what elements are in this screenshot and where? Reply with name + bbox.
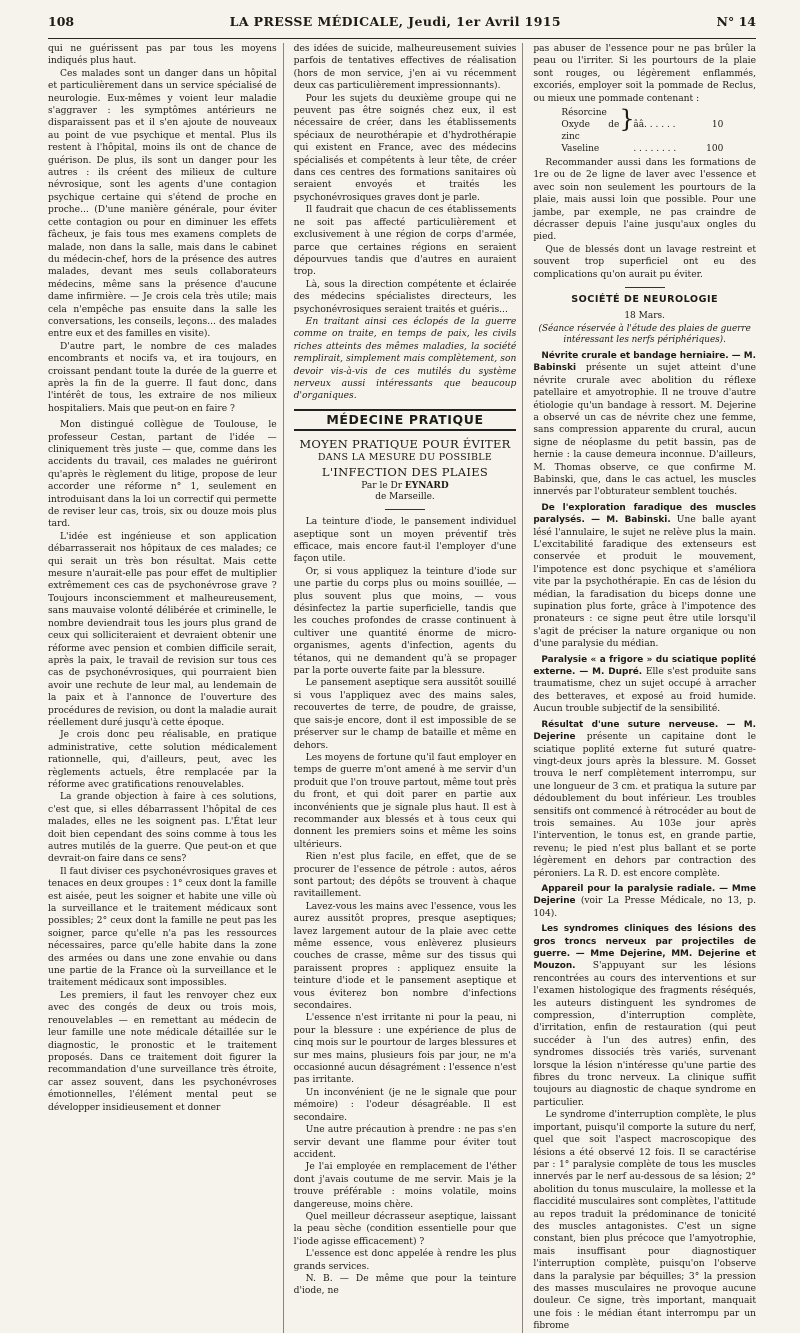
entry-text: Le syndrome d'interruption complète, le plus important, puisqu'il comporte la suture du nerf, quel que soit l'aspect macroscopique des lésions a été observé 12 fois. Il se caractérise par : 1° paralysie complète de tous les muscles innervés par le nerf au-dessous de sa lésion; 2° abolition du tonus musculaire, la mollesse et la flaccidité musculaires sont complètes, l'attitude au repos traduit la prédominance de tonicité des muscles antagonistes. C'est un signe constant, bien plus précoce que l'amyotrophie, mais insuffisant pour diagnostiquer l'interruption complète, puisqu'on l'observe dans la paralysie par béquilles; 3° la pression des masses musculaires ne provoque aucune douleur. Ce signe, très important, manquait une fois : le médian étant interrompu par un fibrome [533, 1110, 756, 1332]
column-3 [522, 43, 756, 1333]
paragraph: Là, sous la direction compétente et éclairée des médecins spécialistes directeurs, les psychonévrosiques seraient traités et guéris... [293, 279, 517, 315]
column-2 [283, 43, 517, 1333]
page-number: 108 [48, 14, 75, 29]
society-entry [533, 350, 756, 499]
society-entry [533, 1109, 756, 1332]
byline [294, 481, 517, 503]
paragraph: pas abuser de l'essence pour ne pas brûler la peau ou l'irriter. Si les pourtours de la plaie sont rouges, ou légèrement enflammés, excoriés, employer soit la pommade de Reclus, ou mieux une pommade contenant : [533, 44, 756, 104]
formula-value: 100 [706, 144, 724, 155]
paragraph: Les premiers, il faut les renvoyer chez eux avec des congés de deux ou trois mois, renouvelables — en remettant au médecin de leur famille une note médicale détaillée sur le diagnostic, le pronostic et le traitement proposés. Dans ce traitement doit figurer la recommandation d'une surveillance très étroite, car assez souvent, dans les psychonévroses émotionnelles, l'élément mental peut se développer insidieusement et donner [48, 990, 277, 1113]
paragraph: Or, si vous appliquez la teinture d'iode sur une partie du corps plus ou moins souillée, — plus souvent plus que moins, — vous désinfectez la partie superficielle, tandis que les couches profondes de crasse continuent à cultiver une quantité énorme de micro-organismes, agents d'infection, agents du tétanos, qui ne demandent qu'à se propager par la porte ouverte faite par la blessure. [293, 566, 517, 677]
entry-heading: Les syndromes cliniques des lésions des gros troncs nerveux par projectiles de guerre. — Mme Dejerine, MM. Dejerine et Mouzon. [533, 924, 756, 972]
formula [561, 107, 756, 155]
entry-text: Une balle ayant lésé l'annulaire, le sujet ne relève plus la main. L'excitabilité faradique des extenseurs est conservée et produit le mouvement, l'impotence est donc psychique et s'améliora vite par la psychothérapie. En cas de lésion du médian, la faradisation du biceps donne une supination plus forte, grâce à l'impotence des pronateurs : ce signe peut être utile lorsqu'il s'agit de préciser la nature organique ou non d'une paralysie du médian. [533, 515, 756, 650]
brace-glyph: } [619, 105, 635, 134]
paragraph: Mon distingué collègue de Toulouse, le professeur Cestan, partant de l'idée — cliniquement très juste — que, comme dans les accidents du travail, ces malades ne guériront qu'après le règlement du litige, propose de leur accorder une réforme n° 1, seulement en introduisant dans la loi un correctif qui permette de reviser leur cas, trois, six ou douze mois plus tard. [48, 420, 277, 530]
society-entry [533, 923, 756, 1109]
paragraph: D'autre part, le nombre de ces malades encombrants et nocifs va, et ira toujours, en croissant pendant toute la durée de la guerre et après la fin de la guerre. Il faut donc, dans l'intérêt de tous, les extraire de nos milieux hospitaliers. Mais que peut-on en faire ? [48, 341, 277, 414]
entry-heading: Névrite crurale et bandage herniaire. — M. Babinski [533, 350, 756, 374]
journal-title: LA PRESSE MÉDICALE, Jeudi, 1er Avril 1915 [229, 14, 561, 29]
paragraph: Je crois donc peu réalisable, en pratique administrative, cette solution médicalement rationnelle, qui, d'ailleurs, peut, avec les règlements actuels, être remplacée par la réforme avec gratifications renouvelables. [48, 730, 277, 790]
divider [385, 509, 425, 510]
society-entry [533, 883, 756, 920]
article-title-line: MOYEN PRATIQUE POUR ÉVITER [299, 437, 511, 452]
formula-item: Oxyde de zinc [561, 120, 620, 143]
article-title-line: DANS LA MESURE DU POSSIBLE [317, 452, 493, 464]
entry-text: Elle s'est produite sans traumatisme, chez un sujet occupé à arracher des betteraves, et exposé au froid humide. Aucun trouble subjectif de la sensibilité. [533, 667, 757, 715]
entry-text: présente un capitaine dont le sciatique poplité externe fut suturé quatre-vingt-deux jours après la blessure. M. Gosset trouva le nerf complètement interrompu, sur une longueur de 3 cm. et pratiqua la suture par dédoublement du bout inférieur. Les troubles sensitifs ont commencé à rétrocéder au bout de trois semaines. Au 103e jour après l'intervention, le tonus est, en grande partie, revenu; le pied n'est plus ballant et se porte légèrement en dehors par contraction des péroniers. La R. D. est encore complète. [533, 732, 756, 879]
paragraph: Il faut diviser ces psychonévrosiques graves et tenaces en deux groupes : 1° ceux dont la famille est aisée, peut les soigner et habite une ville où la surveillance et le traitement médicaux sont possibles; 2° ceux dont la famille ne peut pas les soigner, parce qu'elle n'a pas les ressources nécessaires, parce qu'elle habite dans la zone des armées ou dans une zone envahie ou dans une partie de la France où la surveillance et le traitement médicaux sont impossibles. [48, 866, 277, 989]
byline-author: EYNARD [404, 481, 449, 492]
paragraph: Que de blessés dont un lavage restreint et souvent trop superficiel ont eu des complications qu'on aurait pu éviter. [533, 244, 756, 280]
formula-dots: . . . . . . . . [633, 144, 677, 155]
entry-heading: Paralysie « a frigore » du sciatique poplité externe. — M. Dupré. [533, 654, 756, 678]
entry-text: présente un sujet atteint d'une névrite crurale avec abolition du réflexe patellaire et amyotrophie. Il ne trouve d'autre étiologie qu'un bandage à ressort. M. Dejerine a observé un cas de névrite chez une femme, sans compression apparente du crural, aucun signe de néoplasme du petit bassin, pas de hernie : la cause demeura inconnue. D'ailleurs, M. Thomas observe, ce que confirme M. Babinski, que, dans le cas actuel, les muscles innervés par l'obturateur semblent touchés. [533, 363, 756, 498]
article-title [294, 437, 517, 479]
society-date: 18 Mars. [624, 310, 665, 321]
section-heading: MÉDECINE PRATIQUE [294, 409, 517, 431]
paragraph: La teinture d'iode, le pansement individuel aseptique sont un moyen préventif très efficace, mais encore faut-il l'employer d'une façon utile. [293, 517, 517, 565]
paragraph: N. B. — De même que pour la teinture d'iode, ne [293, 1273, 517, 1297]
paragraph: Pour les sujets du deuxième groupe qui ne peuvent pas être soignés chez eux, il est nécessaire de créer, dans les établissements spéciaux de neurothérapie et d'hydrothérapie qui existent en France, avec des médecins spécialisés et compétents à leur tête, de créer dans ces centres des formations sanitaires où seraient envoyés et traités les psychonévrosiques graves dont je parle. [293, 93, 517, 203]
article-title-line: L'INFECTION DES PLAIES [321, 465, 489, 480]
formula-item: Résorcine [561, 108, 607, 119]
paragraph: Recommander aussi dans les formations de 1re ou de 2e ligne de laver avec l'essence et avec soin non seulement les pourtours de la plaie, mais aussi loin que possible. Pour une jambe, par exemple, ne pas craindre de décrasser depuis l'aine jusqu'aux ongles du pied. [533, 158, 756, 243]
paragraph: Ces malades sont un danger dans un hôpital et particulièrement dans un service spécialisé de neurologie. Eux-mêmes y voient leur maladie s'aggraver : les symptômes antérieurs ne disparaissent pas et il s'en ajoute de nouveaux au point de vue psychique et mental. Plus ils restent à l'hôpital, moins ils ont de chance de guérison. De plus, ils sont un danger pour les autres : ils créent des milieux de culture névrosique, sont les agents d'une contagion psychique certaine qui s'étend de proche en proche... (D'une manière générale, pour éviter cette contagion ou pour en diminuer les effets fâcheux, je fais tous mes examens complets de malade, non dans la salle, mais dans le cabinet du médecin-chef, hors de la présence des autres malades, devant mes seuls collaborateurs médecins, même sans la présence d'aucune dame infirmière. — Je crois cela très utile; mais cela n'empêche pas ensuite dans la salle les conversations, les conseils, leçons... des malades entre eux et des familles en visite). [48, 68, 277, 340]
paragraph: L'essence n'est irritante ni pour la peau, ni pour la blessure : une expérience de plus de cinq mois sur le pourtour de larges blessures et sur mes mains, plusieurs fois par jour, ne m'a occasionné aucun désagrément : l'essence n'est pas irritante. [293, 1013, 517, 1086]
divider [625, 287, 665, 288]
paragraph: La grande objection à faire à ces solutions, c'est que, si elles débarrassent l'hôpital de ces malades, elles ne les soignent pas. L'État leur doit bien cependant des soins comme à tous les autres mutilés de la guerre. Que peut-on et que devrait-on faire dans ce sens? [48, 792, 277, 865]
entry-text: S'appuyant sur les lésions rencontrées au cours des interventions et sur l'examen histologique des fragments réséqués, les auteurs distinguent les syndromes de compression, d'interruption complète, d'irritation, enfin de restauration (qui peut succéder à l'un des autres) enfin, des syndromes dissociés très variés, survenant lorsque la lésion n'intéresse qu'une partie des fibres du tronc nerveux. La clinique suffit toujours au diagnostic de chaque syndrome en particulier. [533, 961, 756, 1108]
paragraph: L'essence est donc appelée à rendre les plus grands services. [293, 1249, 517, 1272]
paragraph: Une autre précaution à prendre : ne pas s'en servir devant une flamme pour éviter tout accident. [293, 1125, 517, 1160]
paragraph: Le pansement aseptique sera aussitôt souillé si vous l'appliquez avec des mains sales, recouvertes de terre, de poudre, de graisse, que sais-je encore, dont il est impossible de se préserver sur le champ de bataille et même en dehors. [293, 678, 517, 751]
page-header [48, 14, 756, 36]
entry-text: (voir La Presse Médicale, no 13, p. 104). [533, 896, 756, 919]
paragraph: Je l'ai employée en remplacement de l'éther dont j'avais coutume de me servir. Mais je la trouve préférable : moins volatile, moins dangereuse, moins chère. [293, 1162, 517, 1210]
issue-number: N° 14 [716, 14, 756, 29]
paragraph: L'idée est ingénieuse et son application débarrasserait nos hôpitaux de ces malades; ce qui serait un très bon résultat. Mais cette mesure n'aurait-elle pas pour effet de multiplier extrêmement ces cas de psychonévrose grave ? Toujours inconsciemment et malheureusement, sans mauvaise volonté délibérée et criminelle, le nombre deviendrait tous les jours plus grand de ceux qui solliciteraient et devraient obtenir une réforme avec pension et combien difficile serait, après la paix, le travail de revision sur tous ces cas de psychonévrosiques, qui pourraient bien avoir une rechute de leur mal, au lendemain de la paix et à l'annonce de l'ouverture des procédures de revision, ou dont la maladie aurait réellement duré jusqu'à cette époque. [48, 531, 277, 728]
paragraph: Rien n'est plus facile, en effet, que de se procurer de l'essence de pétrole : autos, aéros sont partout; des dépôts se trouvent à chaque ravitaillement. [293, 852, 517, 900]
entry-heading: Appareil pour la paralysie radiale. — Mme Dejerine [533, 883, 756, 907]
paragraph: Les moyens de fortune qu'il faut employer en temps de guerre m'ont amené à me servir d'un produit que l'on trouve partout, même tout près du front, et qui doit parer en partie aux inconvénients que je signale plus haut. Il est à recommander aux blessés et à tous ceux qui donnent les premiers soins et même les soins ultérieurs. [293, 752, 517, 850]
paragraph: Un inconvénient (je ne le signale que pour mémoire) : l'odeur désagréable. Il est secondaire. [293, 1087, 517, 1123]
society-entry [533, 502, 756, 651]
columns [48, 43, 757, 1332]
byline-place: de Marseille. [375, 492, 435, 503]
paragraph: Quel meilleur décrasseur aseptique, laissant la peau sèche (condition essentielle pour que l'iode agisse efficacement) ? [293, 1211, 517, 1247]
formula-item: Vaseline [561, 144, 600, 155]
society-entry [533, 719, 756, 880]
paragraph: Lavez-vous les mains avec l'essence, vous les aurez aussitôt propres, presque aseptiques; lavez largement autour de la plaie avec cette même essence, vous enlèverez plusieurs couches de crasse, même sur des tissus qui paraissent propres : appliquez ensuite la teinture d'iode et le pansement aseptique et vous éviterez bon nombre d'infections secondaires. [293, 901, 517, 1012]
column-1 [48, 43, 277, 1333]
formula-value: 10 [711, 120, 724, 131]
paragraph: qui ne guérissent pas par tous les moyens indiqués plus haut. [48, 44, 277, 67]
byline-by: Par le Dr [361, 481, 403, 492]
paragraph: Il faudrait que chacun de ces établissements ne soit pas affecté particulièrement et exclusivement à une région de corps d'armée, parce que certaines régions en seraient dépourvues tandis que d'autres en auraient trop. [293, 205, 517, 278]
header-rule [48, 38, 756, 39]
society-entry [533, 654, 756, 716]
entry-heading: De l'exploration faradique des muscles paralysés. — M. Babinski. [533, 502, 756, 526]
paragraph-italic: En traitant ainsi ces éclopés de la guerre comme on traite, en temps de paix, les civils riches atteints des mêmes maladies, la société remplirait, simplement mais complètement, son devoir vis-à-vis de ces mutilés du système nerveux aussi intéressants que beaucoup d'organiques. [293, 316, 517, 402]
formula-aa: ââ. . . . . . [633, 120, 676, 131]
paragraph: des idées de suicide, malheureusement suivies parfois de tentatives effectives de réalisation (hors de mon service, j'en ai vu récemment deux cas particulièrement impressionnants). [293, 44, 517, 92]
entry-heading: Résultat d'une suture nerveuse. — M. Dejerine [533, 719, 756, 743]
society-title: SOCIÉTÉ DE NEUROLOGIE [571, 294, 719, 306]
society-note: (Séance réservée à l'étude des plaies de guerre intéressant les nerfs périphériques). [538, 323, 751, 345]
